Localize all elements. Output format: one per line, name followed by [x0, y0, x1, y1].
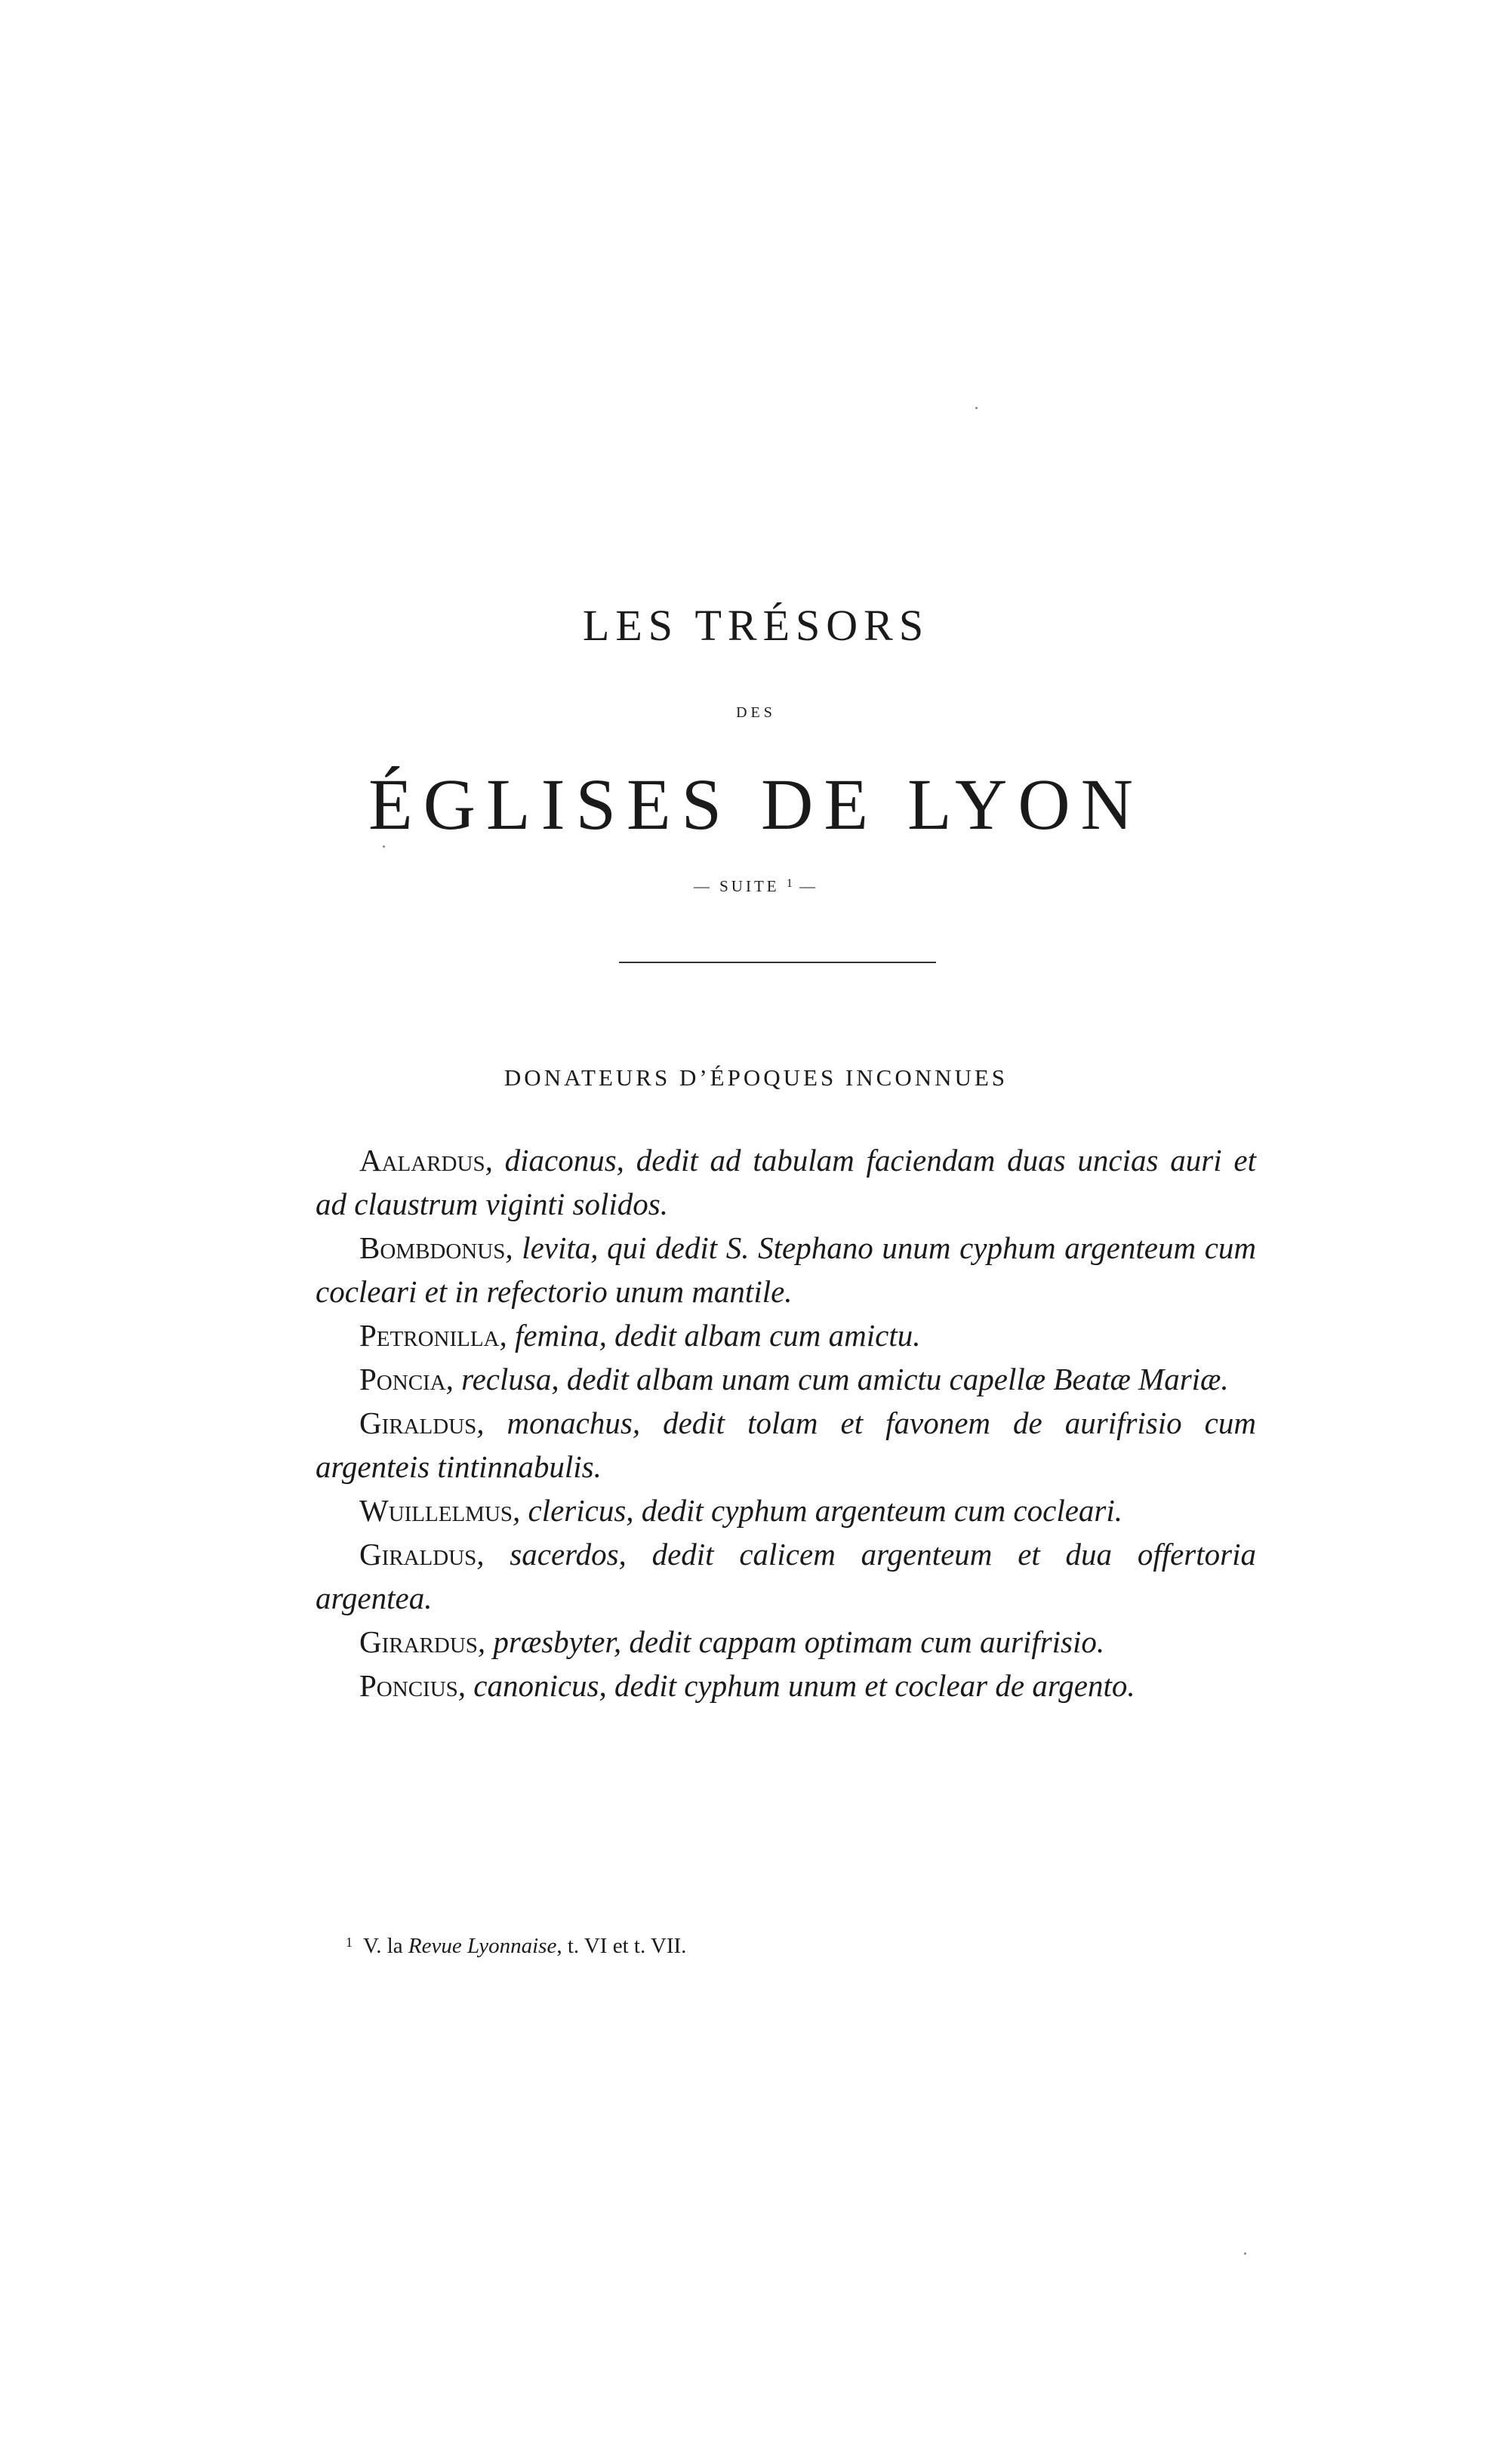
- footnote-prefix: V. la: [363, 1934, 403, 1958]
- suite-end-dash: —: [799, 877, 819, 895]
- donor-name: Poncia: [359, 1362, 446, 1396]
- donor-text: , canonicus, dedit cyphum unum et coclear de argento.: [457, 1668, 1135, 1703]
- donor-entry: [316, 1620, 1256, 1664]
- donor-entry: [316, 1357, 1256, 1401]
- donor-text: , femina, dedit albam cum amictu.: [499, 1318, 921, 1353]
- donor-entry: [316, 1313, 1256, 1357]
- donor-name: Giraldus: [359, 1405, 477, 1440]
- donor-list: [316, 1138, 1256, 1707]
- suite-footnote-marker: 1: [786, 877, 793, 890]
- title-divider: [619, 962, 936, 963]
- donor-entry: [316, 1532, 1256, 1620]
- donor-text: , levita, qui dedit S. Stephano unum cyphum argenteum cum cocleari et in refectorio unum mantile.: [316, 1230, 1256, 1309]
- donor-entry: [316, 1489, 1256, 1532]
- footnote-suffix: , t. VI et t. VII.: [556, 1934, 687, 1958]
- donor-text: , reclusa, dedit albam unam cum amictu capellæ Beatæ Mariæ.: [445, 1362, 1229, 1396]
- donor-entry: [316, 1401, 1256, 1489]
- donor-name: Petronilla: [359, 1318, 500, 1353]
- donor-entry: [316, 1664, 1256, 1707]
- donor-name: Bombdonus: [359, 1230, 506, 1265]
- paper-speck: [975, 407, 978, 409]
- title-connector: DES: [736, 704, 776, 721]
- donor-name: Girardus: [359, 1624, 478, 1659]
- suite-label: [0, 878, 1512, 894]
- donor-entry: [316, 1138, 1256, 1226]
- donor-text: , monachus, dedit tolam et favonem de aurifrisio cum argenteis tintinnabulis.: [316, 1405, 1256, 1484]
- donor-text: , diaconus, dedit ad tabulam faciendam duas uncias auri et ad claustrum viginti solidos.: [316, 1143, 1256, 1221]
- title-line-2: ÉGLISES DE LYON: [368, 764, 1144, 845]
- donor-name: Wuillelmus: [359, 1493, 513, 1528]
- donor-text: , sacerdos, dedit calicem argenteum et dua offertoria argentea.: [316, 1537, 1256, 1615]
- footnote: [346, 1935, 686, 1957]
- footnote-marker: 1: [346, 1935, 353, 1950]
- donor-name: Giraldus: [359, 1537, 477, 1572]
- suite-text: — SUITE: [693, 877, 780, 895]
- footnote-journal: Revue Lyonnaise: [408, 1934, 557, 1958]
- section-heading: DONATEURS D’ÉPOQUES INCONNUES: [503, 1064, 1009, 1091]
- paper-speck: [383, 845, 385, 848]
- donor-name: Aalardus: [359, 1143, 485, 1178]
- donor-entry: [316, 1226, 1256, 1313]
- donor-text: , clericus, dedit cyphum argenteum cum cocleari.: [513, 1493, 1123, 1528]
- donor-name: Poncius: [359, 1668, 458, 1703]
- title-line-1: LES TRÉSORS: [582, 601, 930, 650]
- paper-speck: [1244, 2252, 1246, 2255]
- donor-text: , præsbyter, dedit cappam optimam cum aurifrisio.: [477, 1624, 1105, 1659]
